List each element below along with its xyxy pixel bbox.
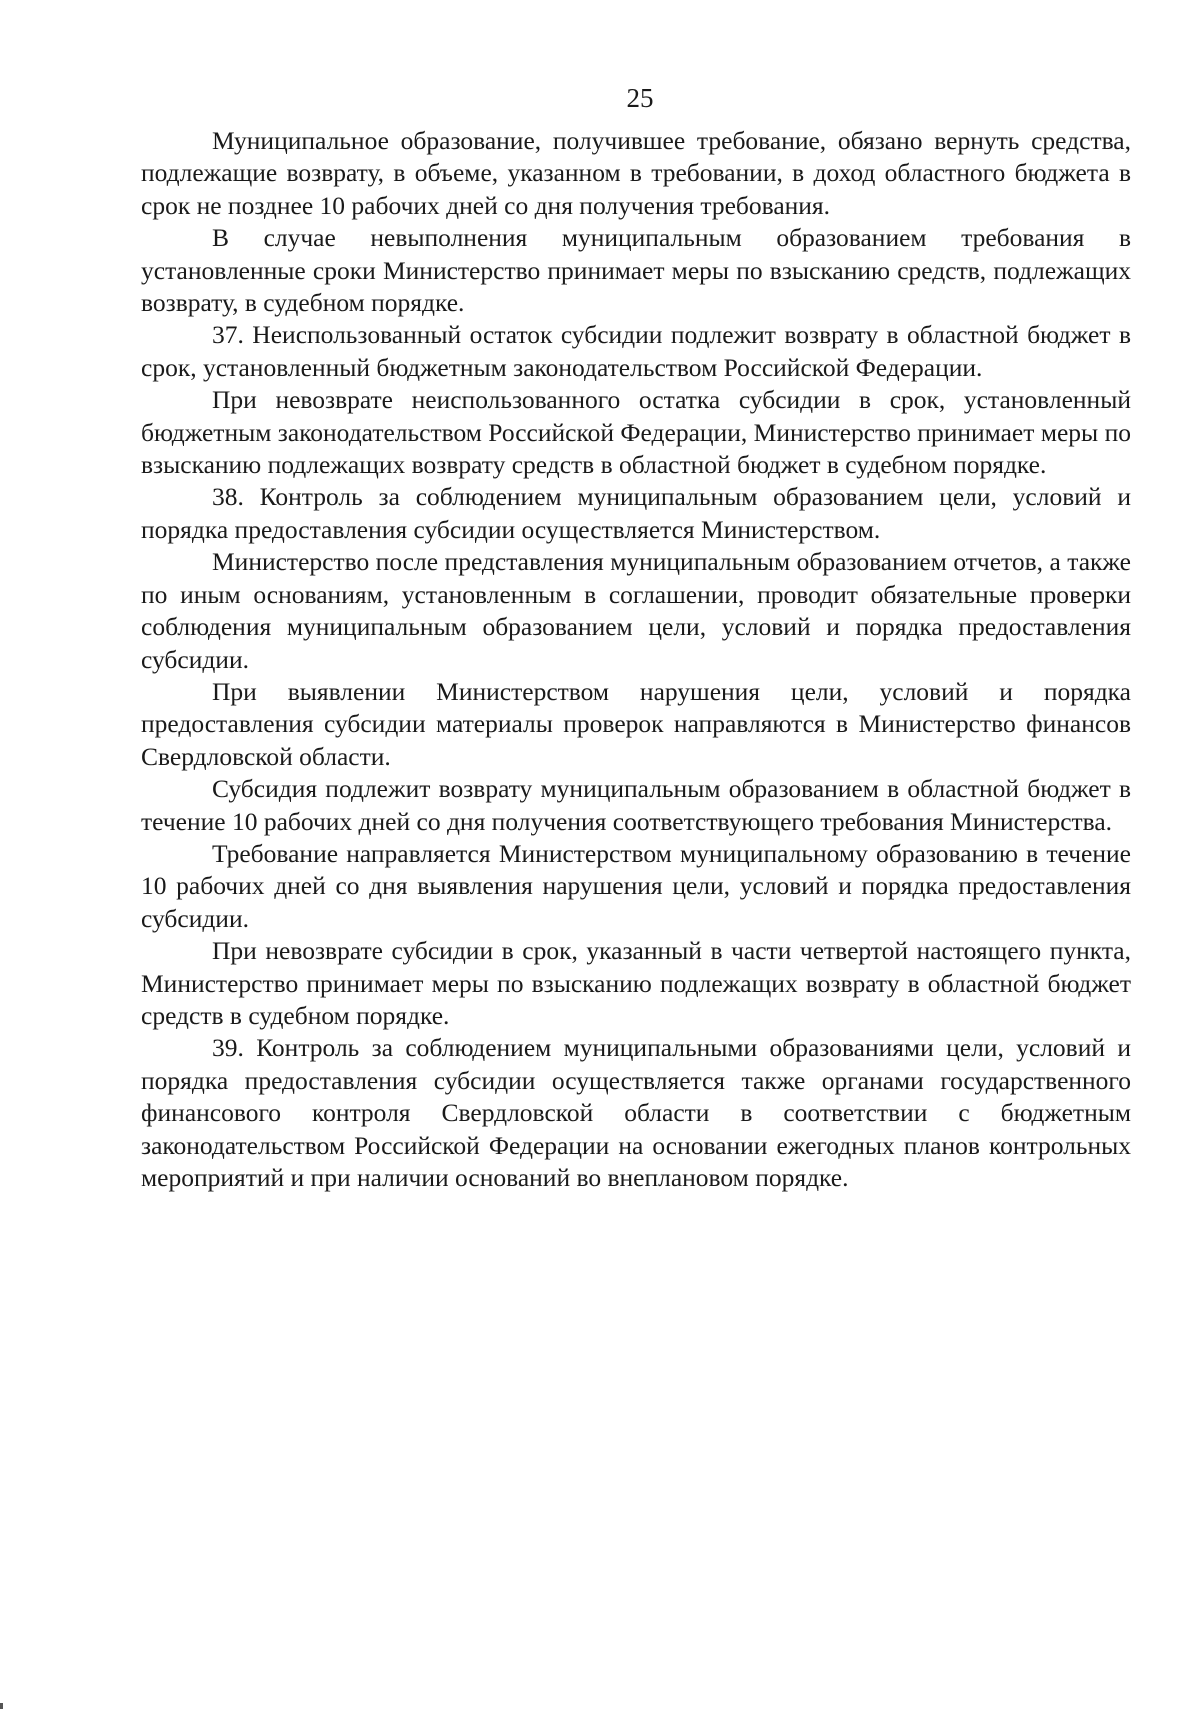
- paragraph-39-state-control: 39. Контроль за соблюдением муниципальными образованиями цели, условий и порядка предоставления субсидии осуществляется также органами государственного финансового контроля Свердловской области в соответствии с бюджетным законодательством Российской Федерации на основании ежегодных планов контрольных мероприятий и при наличии оснований во внеплановом порядке.: [141, 1033, 1131, 1192]
- paragraph-mandatory-checks: Министерство после представления муниципальным образованием отчетов, а также по иным основаниям, установленным в соглашении, проводит обязательные проверки соблюдения муниципальным образованием цели, условий и порядка предоставления субсидии.: [141, 547, 1131, 674]
- paragraph-violation-materials: При выявлении Министерством нарушения цели, условий и порядка предоставления субсидии материалы проверок направляются в Министерство финансов Свердловской области.: [141, 676, 1131, 771]
- page-number: 25: [626, 83, 654, 113]
- paragraph-requirement-sent: Требование направляется Министерством муниципальному образованию в течение 10 рабочих дней со дня выявления нарушения цели, условий и порядка предоставления субсидии.: [141, 838, 1131, 933]
- document-body: [141, 125, 1131, 1194]
- paragraph-non-return-measures: При невозврате субсидии в срок, указанный в части четвертой настоящего пункта, Министерство принимает меры по взысканию подлежащих возврату в областной бюджет средств в судебном порядке.: [141, 936, 1131, 1030]
- scan-mark: [0, 1703, 3, 1709]
- paragraph-38-control: 38. Контроль за соблюдением муниципальным образованием цели, условий и порядка предоставления субсидии осуществляется Министерством.: [141, 482, 1131, 544]
- paragraph-subsidy-return: Субсидия подлежит возврату муниципальным образованием в областной бюджет в течение 10 рабочих дней со дня получения соответствующего требования Министерства.: [141, 774, 1131, 836]
- paragraph-non-fulfillment: В случае невыполнения муниципальным образованием требования в установленные сроки Министерство принимает меры по взысканию средств, подлежащих возврату, в судебном порядке.: [141, 223, 1131, 318]
- paragraph-37-unused-balance: 37. Неиспользованный остаток субсидии подлежит возврату в областной бюджет в срок, установленный бюджетным законодательством Российской Федерации.: [141, 320, 1131, 382]
- paragraph-return-obligation: Муниципальное образование, получившее требование, обязано вернуть средства, подлежащие возврату, в объеме, указанном в требовании, в доход областного бюджета в срок не позднее 10 рабочих дней со дня получения требования.: [141, 126, 1131, 220]
- paragraph-unused-balance-recovery: При невозврате неиспользованного остатка субсидии в срок, установленный бюджетным законодательством Российской Федерации, Министерство принимает меры по взысканию подлежащих возврату средств в областной бюджет в судебном порядке.: [141, 385, 1131, 480]
